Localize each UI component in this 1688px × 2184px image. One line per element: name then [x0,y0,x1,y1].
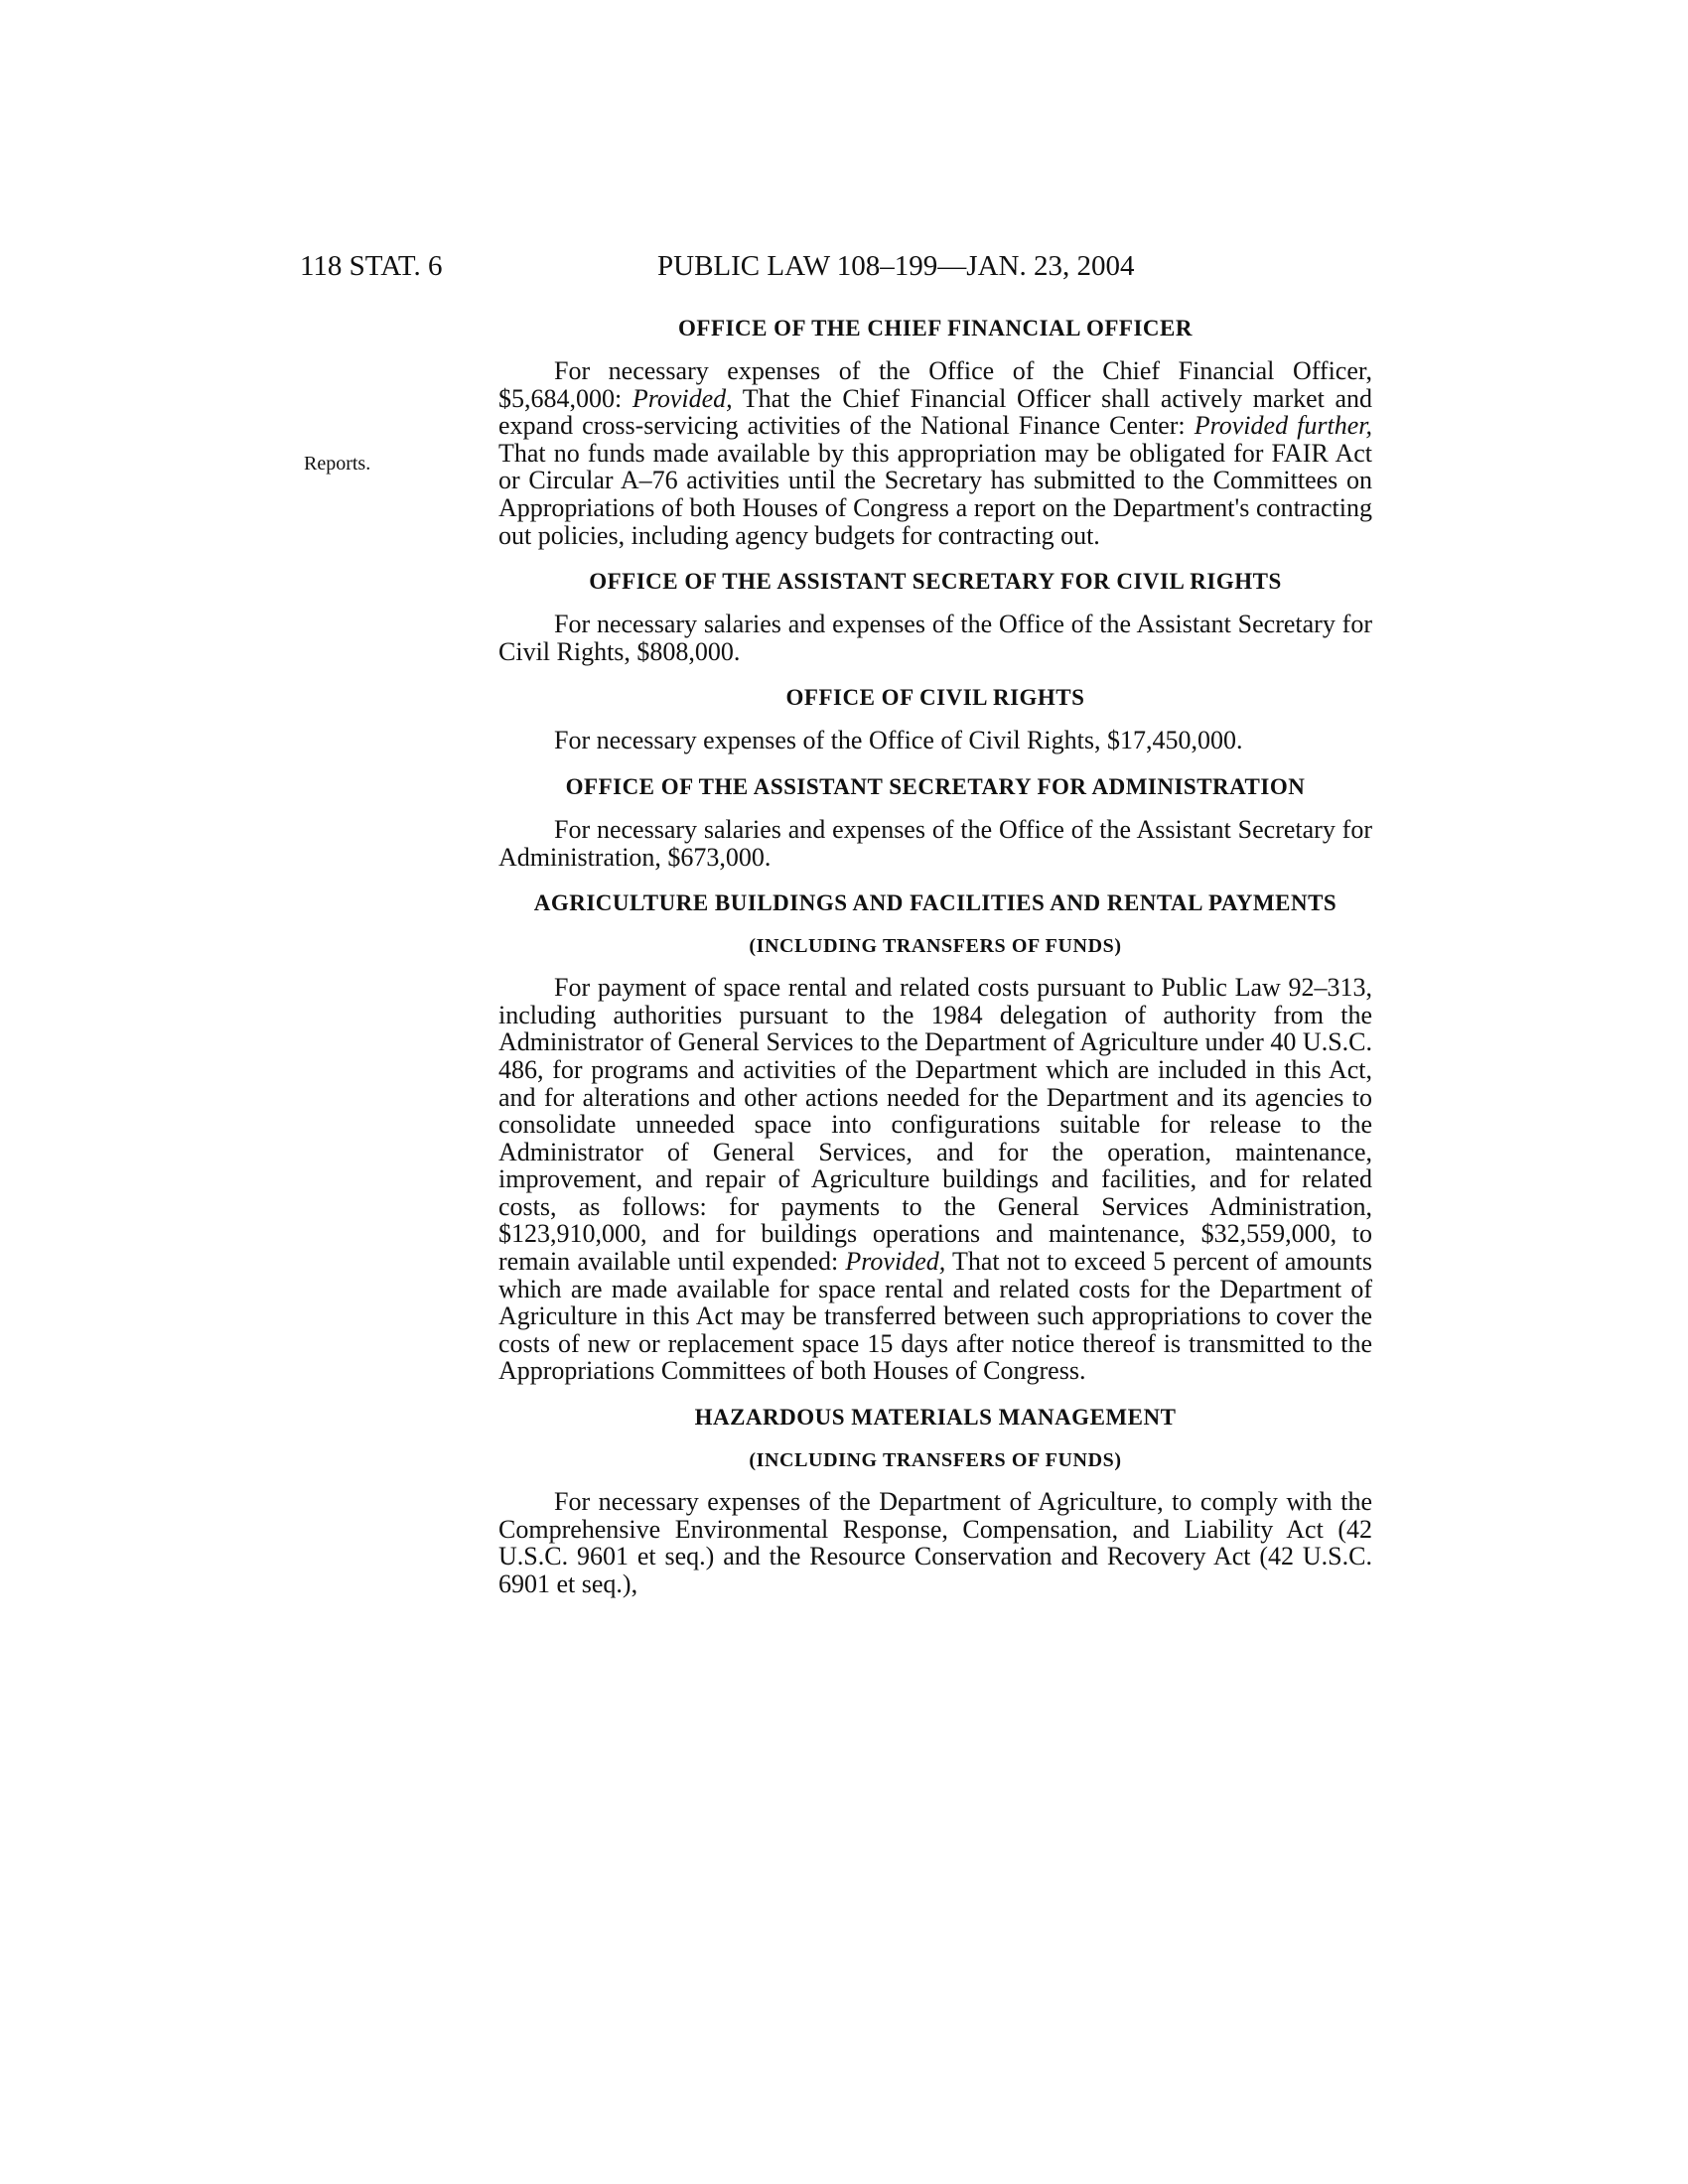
statute-page-citation: 118 STAT. 6 [300,250,443,282]
section-subheading: (INCLUDING TRANSFERS OF FUNDS) [749,935,1122,958]
section-buildings-facilities-rental [498,888,1372,1385]
section-heading: AGRICULTURE BUILDINGS AND FACILITIES AND RENTAL PAYMENTS [533,890,1337,916]
section-heading: OFFICE OF THE ASSISTANT SECRETARY FOR ADMINISTRATION [565,773,1306,799]
running-header [0,250,1688,290]
section-heading: OFFICE OF THE CHIEF FINANCIAL OFFICER [678,316,1193,341]
section-paragraph: For necessary expenses of the Office of Civil Rights, $17,450,000. [554,726,1243,755]
section-assistant-secretary-administration [498,772,1372,871]
section-subheading: (INCLUDING TRANSFERS OF FUNDS) [749,1449,1122,1472]
section-paragraph: For payment of space rental and related costs pursuant to Public Law 92–313, including authorities pursuant to the 1984 delegation of authority from the Administrator of General Services to the Department of Agriculture under 40 U.S.C. 486, for programs and activities of the Department which are included in this Act, and for alterations and other actions needed for the Department and its agencies to consolidate unneeded space into configurations suitable for release to the Administrator of General Services, and for the operation, maintenance, improvement, and repair of Agriculture buildings and facilities, and for related costs, as follows: for payments to the General Services Administration, $123,910,000, and for buildings operations and maintenance, $32,559,000, to remain available until expended: Provided, That not to exceed 5 percent of amounts which are made available for space rental and related costs for the Department of Agriculture in this Act may be transferred between such appropriations to cover the costs of new or replacement space 15 days after notice thereof is transmitted to the Appropriations Committees of both Houses of Congress. [498,973,1372,1386]
body-text-column [498,314,1372,1597]
public-law-title: PUBLIC LAW 108–199—JAN. 23, 2004 [657,250,1135,282]
margin-note: Reports. [304,453,371,475]
section-paragraph: For necessary salaries and expenses of the Office of the Assistant Secretary for Civil Rights, $808,000. [498,610,1372,666]
section-heading: OFFICE OF CIVIL RIGHTS [785,685,1085,711]
section-hazardous-materials [498,1403,1372,1597]
section-office-civil-rights [498,683,1372,754]
section-paragraph: For necessary salaries and expenses of the Office of the Assistant Secretary for Administration, $673,000. [498,814,1372,872]
section-heading: HAZARDOUS MATERIALS MANAGEMENT [694,1405,1177,1431]
section-paragraph: For necessary expenses of the Office of the Chief Financial Officer, $5,684,000: Provided, That the Chief Financial Officer shall actively market and expand cross-servicing activities of the National Finance Center: Provided further, That no funds made available by this appropriation may be obligated for FAIR Act or Circular A–76 activities until the Secretary has submitted to the Committees on Appropriations of both Houses of Congress a report on the Department's contracting out policies, including agency budgets for contracting out. [498,356,1372,550]
section-assistant-secretary-civil-rights [498,567,1372,665]
section-paragraph: For necessary expenses of the Department of Agriculture, to comply with the Comprehensive Environmental Response, Compensation, and Liability Act (42 U.S.C. 9601 et seq.) and the Resource Conservation and Recovery Act (42 U.S.C. 6901 et seq.), [498,1487,1372,1598]
section-heading: OFFICE OF THE ASSISTANT SECRETARY FOR CIVIL RIGHTS [589,569,1282,595]
section-chief-financial-officer [498,314,1372,549]
